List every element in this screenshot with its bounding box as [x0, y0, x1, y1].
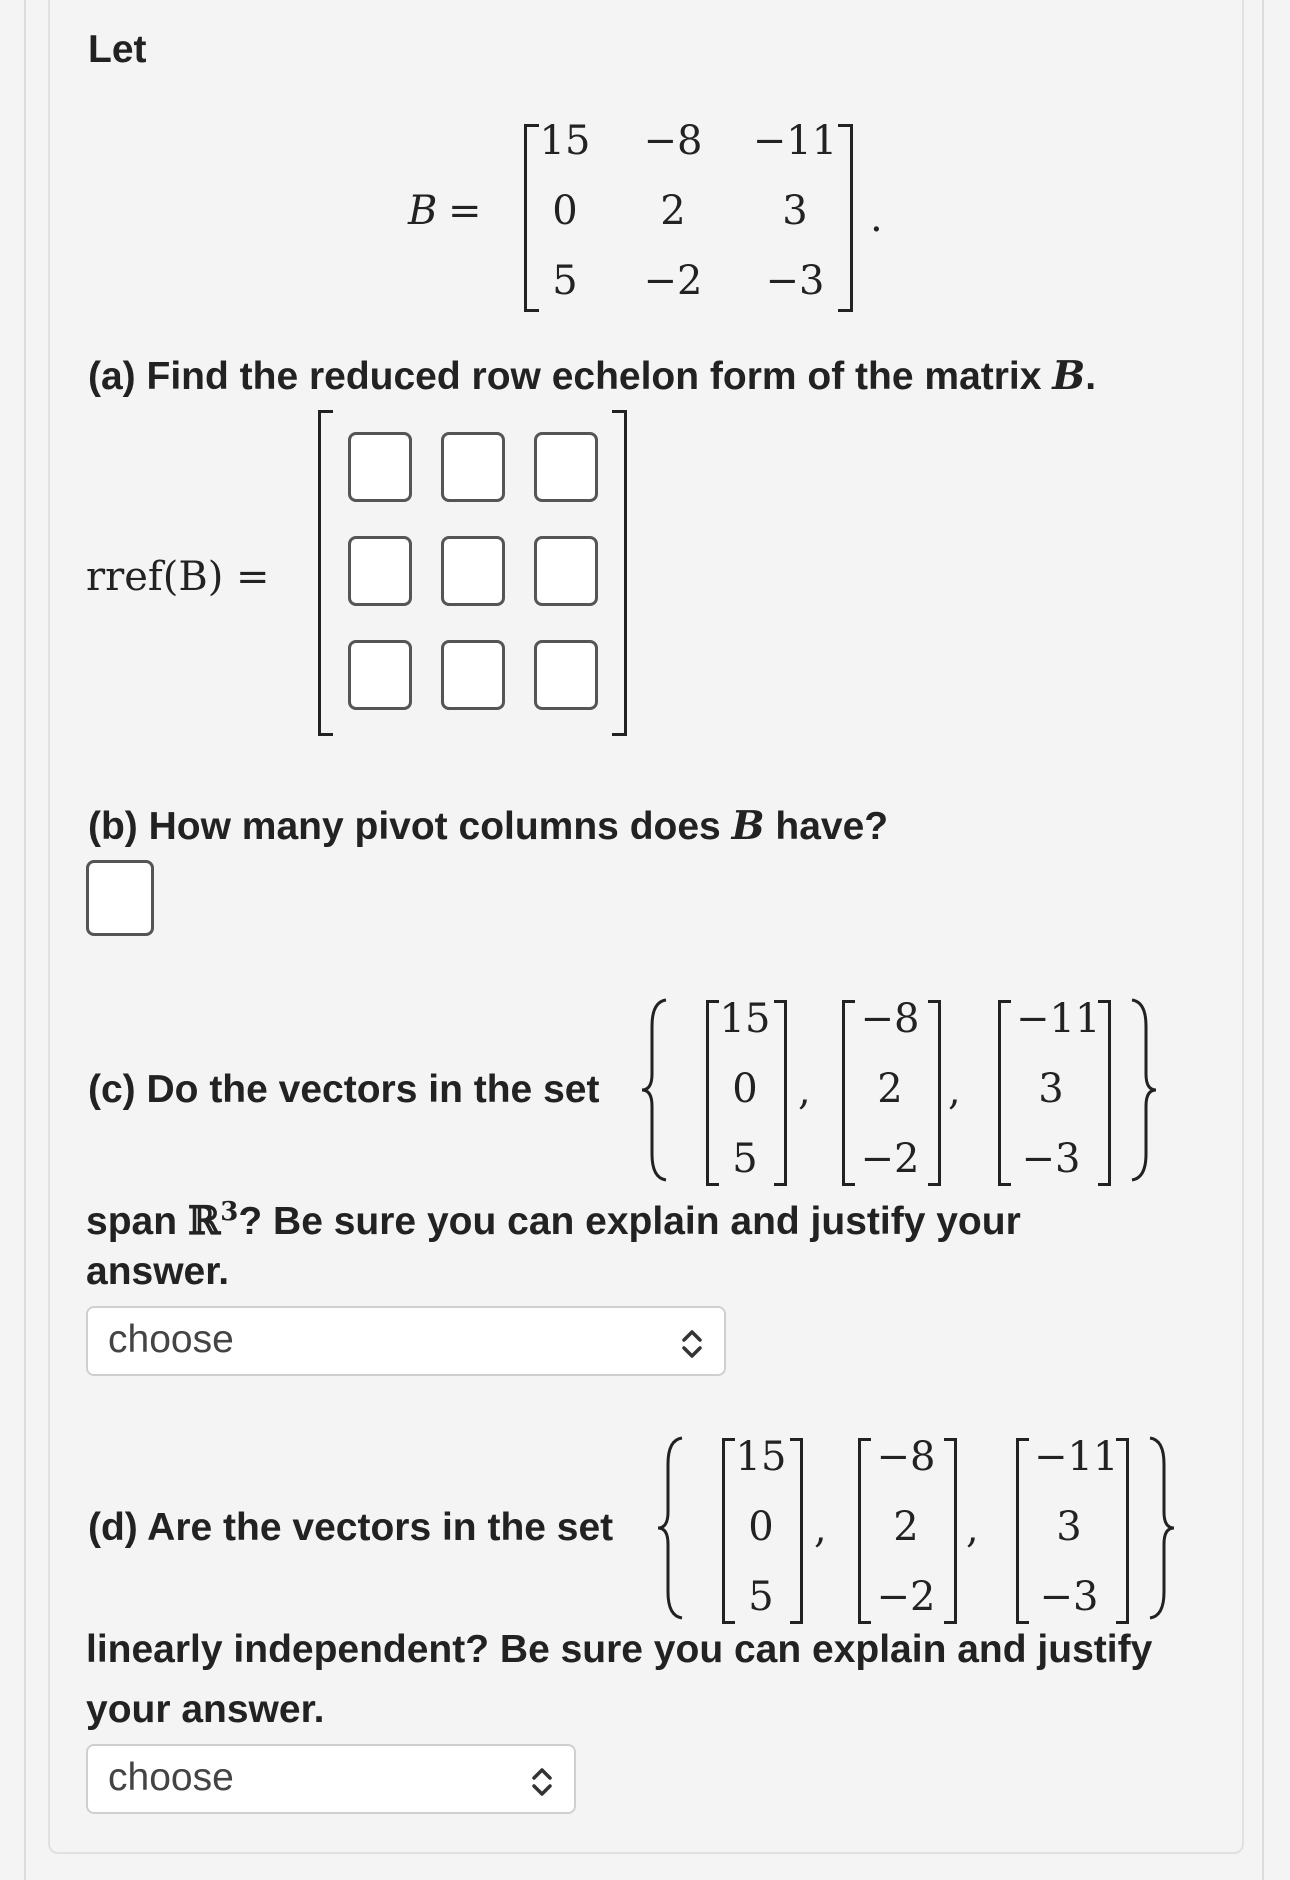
intro-text: Let: [88, 28, 147, 71]
rref-right-bracket: [612, 410, 627, 736]
part-d-vector-entry: −8: [876, 1434, 936, 1480]
matrix-b-equals: =: [448, 188, 482, 234]
part-d-v2-right-bracket: [944, 1438, 957, 1624]
rref-entry-input[interactable]: [534, 536, 598, 606]
matrix-b-cell: −11: [752, 118, 838, 164]
part-a-var: B: [1052, 353, 1086, 399]
matrix-b-cell: 15: [539, 118, 591, 164]
rref-entry-input[interactable]: [348, 536, 412, 606]
matrix-b-cell: 3: [782, 188, 808, 234]
part-c-comma: ,: [798, 1068, 811, 1114]
part-c-select-value: choose: [108, 1318, 234, 1361]
part-c-left-brace: [640, 996, 670, 1184]
rref-entry-input[interactable]: [534, 640, 598, 710]
part-c-vector-entry: −3: [1021, 1136, 1081, 1182]
part-d-question: (d) Are the vectors in the set: [88, 1506, 614, 1549]
part-c-v2-left-bracket: [842, 1000, 855, 1186]
part-d-vector-entry: 5: [748, 1574, 774, 1620]
part-c-vector-entry: 0: [732, 1066, 758, 1112]
part-c-vector-entry: −2: [860, 1136, 920, 1182]
part-d-line2: linearly independent? Be sure you can explain and justify: [86, 1628, 1153, 1671]
matrix-b-period: .: [870, 195, 883, 241]
pivot-count-input[interactable]: [86, 860, 154, 936]
page-edge-left: [24, 0, 26, 1880]
part-c-v3-left-bracket: [998, 1000, 1011, 1186]
part-a-question: (a) Find the reduced row echelon form of the matrix B.: [88, 353, 1097, 399]
part-c-comma: ,: [948, 1068, 961, 1114]
part-c-question: (c) Do the vectors in the set: [88, 1068, 600, 1111]
matrix-b-cell: 5: [552, 258, 578, 304]
matrix-b-cell: 2: [660, 188, 686, 234]
part-c-right-brace: [1128, 996, 1158, 1184]
rref-left-bracket: [318, 410, 333, 736]
part-d-vector-entry: 0: [748, 1504, 774, 1550]
part-c-vector-entry: 3: [1038, 1066, 1064, 1112]
part-c-vector-entry: −8: [860, 996, 920, 1042]
matrix-b-cell: −2: [643, 258, 703, 304]
rref-entry-input[interactable]: [348, 432, 412, 502]
matrix-b-cell: 0: [552, 188, 578, 234]
up-down-chevron-icon: [678, 1326, 706, 1362]
part-d-v2-left-bracket: [858, 1438, 871, 1624]
rref-entry-input[interactable]: [441, 640, 505, 710]
part-c-vector-entry: 15: [719, 996, 771, 1042]
part-c-v2-right-bracket: [928, 1000, 941, 1186]
part-c-vector-entry: 5: [732, 1136, 758, 1182]
real-space-symbol: ℝ: [187, 1198, 221, 1244]
matrix-b-cell: −8: [643, 118, 703, 164]
part-d-comma: ,: [814, 1506, 827, 1552]
part-d-comma: ,: [966, 1506, 979, 1552]
part-d-line3: your answer.: [86, 1688, 325, 1731]
part-d-v3-left-bracket: [1016, 1438, 1029, 1624]
part-d-independence-select[interactable]: [86, 1744, 576, 1814]
rref-entry-input[interactable]: [534, 432, 598, 502]
part-c-span-line: span ℝ$^3$? Be sure you can explain and justify your: [86, 1197, 1021, 1244]
page-edge-right: [1262, 0, 1264, 1880]
part-d-right-brace: [1146, 1434, 1176, 1622]
part-d-vector-entry: −3: [1039, 1574, 1099, 1620]
matrix-b-cell: −3: [765, 258, 825, 304]
up-down-chevron-icon: [528, 1764, 556, 1800]
part-d-vector-entry: −2: [876, 1574, 936, 1620]
part-c-vector-entry: 2: [877, 1066, 903, 1112]
part-b-question: (b) How many pivot columns does B have?: [88, 803, 889, 849]
rref-label: rref(B) =: [86, 554, 270, 600]
part-b-var: B: [731, 803, 765, 849]
part-d-select-value: choose: [108, 1756, 234, 1799]
part-c-span-select[interactable]: [86, 1306, 726, 1376]
part-c-vector-entry: −11: [1016, 996, 1101, 1042]
part-d-vector-entry: 15: [735, 1434, 787, 1480]
matrix-b-label: B: [408, 188, 438, 234]
part-d-vector-entry: 2: [893, 1504, 919, 1550]
part-d-vector-entry: −11: [1034, 1434, 1119, 1480]
part-d-left-brace: [656, 1434, 686, 1622]
part-c-line3: answer.: [86, 1250, 230, 1293]
rref-entry-input[interactable]: [441, 432, 505, 502]
rref-entry-input[interactable]: [441, 536, 505, 606]
part-d-vector-entry: 3: [1056, 1504, 1082, 1550]
rref-entry-input[interactable]: [348, 640, 412, 710]
